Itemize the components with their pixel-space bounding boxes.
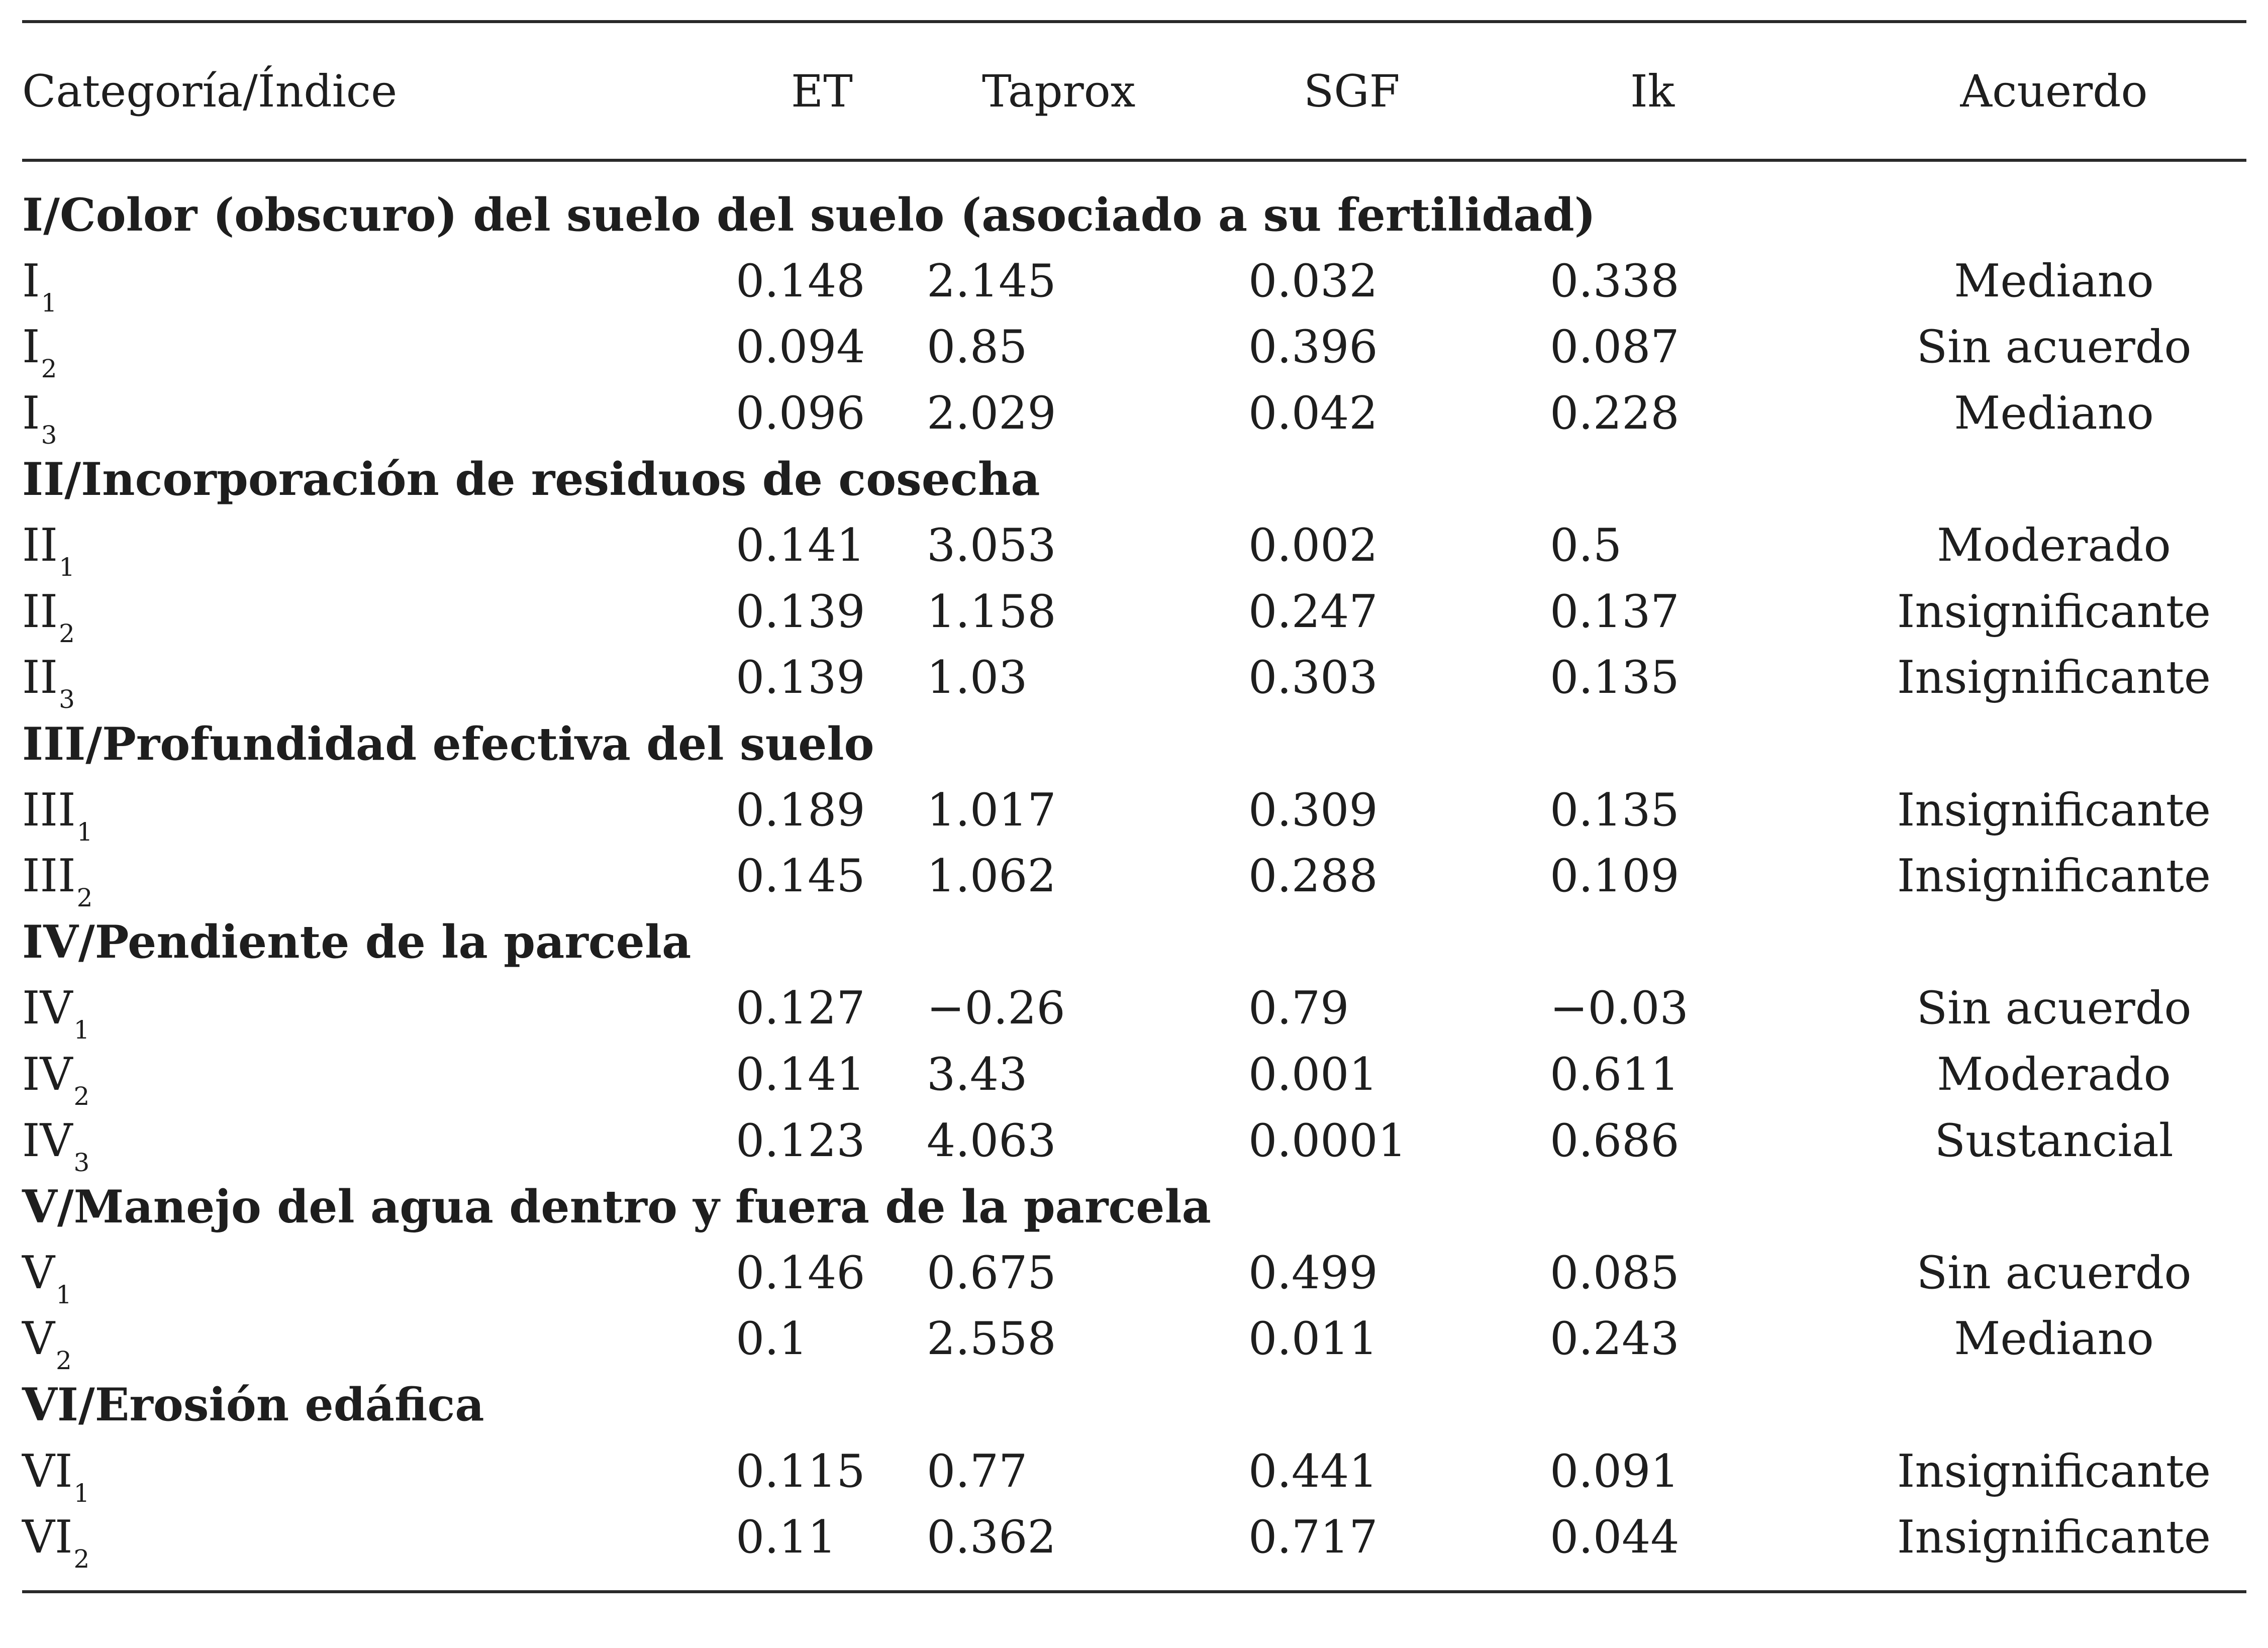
sgf-cell: 0.303 <box>1248 651 1378 704</box>
header-sgf: SGF <box>1304 65 1400 117</box>
ik-cell: 0.085 <box>1550 1246 1680 1299</box>
index-cell <box>22 1445 736 1508</box>
index-label: VI <box>22 1511 73 1564</box>
index-cell <box>22 1511 736 1574</box>
index-cell <box>22 982 736 1045</box>
index-subscript: 1 <box>76 817 93 847</box>
index-label: III <box>22 850 76 903</box>
et-cell: 0.115 <box>736 1445 865 1498</box>
section-title-row: V/Manejo del agua dentro y fuera de la parcela <box>22 1180 1211 1233</box>
table-row <box>22 1504 2246 1574</box>
table-row <box>22 1042 2246 1111</box>
sgf-cell: 0.001 <box>1248 1048 1378 1101</box>
bottom-rule <box>22 1590 2246 1593</box>
ik-cell: 0.243 <box>1550 1312 1680 1366</box>
sgf-cell: 0.717 <box>1248 1511 1378 1564</box>
sgf-cell: 0.0001 <box>1248 1114 1407 1167</box>
index-cell <box>22 387 736 450</box>
taprox-cell: 0.362 <box>927 1511 1056 1564</box>
taprox-cell: −0.26 <box>927 982 1065 1035</box>
taprox-cell: 0.675 <box>927 1246 1056 1299</box>
index-subscript: 1 <box>73 1015 90 1045</box>
sgf-cell: 0.309 <box>1248 783 1378 837</box>
index-label: II <box>22 585 58 638</box>
table-row <box>22 512 2246 582</box>
taprox-cell: 4.063 <box>927 1114 1056 1167</box>
index-subscript: 2 <box>73 1544 90 1574</box>
index-subscript: 1 <box>73 1478 90 1508</box>
acuerdo-cell: Moderado <box>1937 519 2171 572</box>
et-cell: 0.146 <box>736 1246 865 1299</box>
index-label: II <box>22 519 58 572</box>
acuerdo-cell: Insignificante <box>1897 651 2211 704</box>
section-title-row: I/Color (obscuro) del suelo del suelo (asociado a su fertilidad) <box>22 188 1596 242</box>
table-header-row <box>22 23 2246 159</box>
taprox-cell: 3.053 <box>927 519 1056 572</box>
index-cell <box>22 519 736 582</box>
acuerdo-cell: Moderado <box>1937 1048 2171 1101</box>
taprox-cell: 1.158 <box>927 585 1056 638</box>
index-cell <box>22 321 736 384</box>
index-label: VI <box>22 1445 73 1498</box>
table-row <box>22 1438 2246 1508</box>
et-cell: 0.189 <box>736 783 865 837</box>
acuerdo-cell: Sin acuerdo <box>1916 321 2192 374</box>
acuerdo-cell: Sin acuerdo <box>1916 982 2192 1035</box>
et-cell: 0.145 <box>736 850 865 903</box>
index-label: I <box>22 387 40 440</box>
index-subscript: 3 <box>59 685 75 714</box>
taprox-cell: 2.029 <box>927 387 1056 440</box>
index-label: V <box>22 1312 55 1366</box>
sgf-cell: 0.79 <box>1248 982 1349 1035</box>
taprox-cell: 1.017 <box>927 783 1056 837</box>
index-label: IV <box>22 1048 73 1101</box>
ik-cell: 0.044 <box>1550 1511 1680 1564</box>
index-cell <box>22 1114 736 1177</box>
header-et: ET <box>791 65 853 117</box>
et-cell: 0.123 <box>736 1114 865 1167</box>
sgf-cell: 0.011 <box>1248 1312 1378 1366</box>
index-cell <box>22 1246 736 1309</box>
index-cell <box>22 585 736 648</box>
table-row <box>22 777 2246 847</box>
acuerdo-cell: Mediano <box>1954 1312 2154 1366</box>
taprox-cell: 2.145 <box>927 254 1056 307</box>
index-cell <box>22 783 736 847</box>
index-label: II <box>22 651 58 704</box>
sgf-cell: 0.499 <box>1248 1246 1378 1299</box>
header-acuerdo: Acuerdo <box>1960 65 2148 117</box>
table-row <box>22 843 2246 913</box>
taprox-cell: 2.558 <box>927 1312 1056 1366</box>
sgf-cell: 0.441 <box>1248 1445 1378 1498</box>
et-cell: 0.139 <box>736 651 865 704</box>
acuerdo-cell: Insignificante <box>1897 1445 2211 1498</box>
index-subscript: 2 <box>56 1346 72 1376</box>
table-row <box>22 1107 2246 1177</box>
acuerdo-cell: Mediano <box>1954 387 2154 440</box>
et-cell: 0.11 <box>736 1511 837 1564</box>
sgf-cell: 0.032 <box>1248 254 1378 307</box>
acuerdo-cell: Mediano <box>1954 254 2154 307</box>
sgf-cell: 0.002 <box>1248 519 1378 572</box>
index-cell <box>22 1048 736 1111</box>
table-row <box>22 1240 2246 1309</box>
index-subscript: 1 <box>59 553 75 582</box>
ik-cell: 0.137 <box>1550 585 1680 638</box>
index-cell <box>22 850 736 913</box>
table-body <box>22 162 2246 1574</box>
index-cell <box>22 254 736 318</box>
index-subscript: 2 <box>73 1082 90 1111</box>
section-title-row: VI/Erosión edáfica <box>22 1378 484 1432</box>
ik-cell: 0.5 <box>1550 519 1622 572</box>
taprox-cell: 0.77 <box>927 1445 1028 1498</box>
data-table <box>22 20 2246 1593</box>
header-ik: Ik <box>1630 65 1675 117</box>
acuerdo-cell: Sustancial <box>1934 1114 2174 1167</box>
table-row <box>22 1306 2246 1376</box>
et-cell: 0.127 <box>736 982 865 1035</box>
ik-cell: 0.135 <box>1550 651 1680 704</box>
table-row <box>22 380 2246 450</box>
index-subscript: 1 <box>41 288 57 318</box>
et-cell: 0.096 <box>736 387 865 440</box>
index-label: I <box>22 254 40 307</box>
section-title-row: III/Profundidad efectiva del suelo <box>22 717 874 771</box>
ik-cell: −0.03 <box>1550 982 1689 1035</box>
index-cell <box>22 651 736 714</box>
table-row <box>22 314 2246 384</box>
ik-cell: 0.338 <box>1550 254 1680 307</box>
table-row <box>22 975 2246 1045</box>
et-cell: 0.141 <box>736 519 865 572</box>
sgf-cell: 0.396 <box>1248 321 1378 374</box>
index-subscript: 2 <box>76 883 93 913</box>
section-title-row: IV/Pendiente de la parcela <box>22 915 692 969</box>
taprox-cell: 1.03 <box>927 651 1028 704</box>
ik-cell: 0.686 <box>1550 1114 1680 1167</box>
sgf-cell: 0.288 <box>1248 850 1378 903</box>
et-cell: 0.139 <box>736 585 865 638</box>
index-label: V <box>22 1246 55 1299</box>
index-label: I <box>22 321 40 374</box>
et-cell: 0.1 <box>736 1312 808 1366</box>
index-subscript: 3 <box>41 421 57 450</box>
index-subscript: 1 <box>56 1280 72 1309</box>
index-label: IV <box>22 1114 73 1167</box>
ik-cell: 0.109 <box>1550 850 1680 903</box>
table-row <box>22 645 2246 714</box>
ik-cell: 0.087 <box>1550 321 1680 374</box>
sgf-cell: 0.247 <box>1248 585 1378 638</box>
ik-cell: 0.135 <box>1550 783 1680 837</box>
et-cell: 0.148 <box>736 254 865 307</box>
table-row <box>22 579 2246 648</box>
taprox-cell: 3.43 <box>927 1048 1028 1101</box>
acuerdo-cell: Insignificante <box>1897 850 2211 903</box>
index-cell <box>22 1312 736 1376</box>
header-taprox: Taprox <box>982 65 1136 117</box>
index-label: III <box>22 783 76 837</box>
header-categoria: Categoría/Índice <box>22 65 398 117</box>
acuerdo-cell: Insignificante <box>1897 585 2211 638</box>
index-subscript: 2 <box>41 354 57 384</box>
et-cell: 0.141 <box>736 1048 865 1101</box>
acuerdo-cell: Insignificante <box>1897 783 2211 837</box>
et-cell: 0.094 <box>736 321 865 374</box>
acuerdo-cell: Sin acuerdo <box>1916 1246 2192 1299</box>
acuerdo-cell: Insignificante <box>1897 1511 2211 1564</box>
taprox-cell: 1.062 <box>927 850 1056 903</box>
taprox-cell: 0.85 <box>927 321 1028 374</box>
sgf-cell: 0.042 <box>1248 387 1378 440</box>
index-label: IV <box>22 982 73 1035</box>
index-subscript: 2 <box>59 619 75 648</box>
ik-cell: 0.228 <box>1550 387 1680 440</box>
index-subscript: 3 <box>73 1148 90 1177</box>
ik-cell: 0.091 <box>1550 1445 1680 1498</box>
table-row <box>22 248 2246 318</box>
ik-cell: 0.611 <box>1550 1048 1680 1101</box>
section-title-row: II/Incorporación de residuos de cosecha <box>22 453 1040 506</box>
